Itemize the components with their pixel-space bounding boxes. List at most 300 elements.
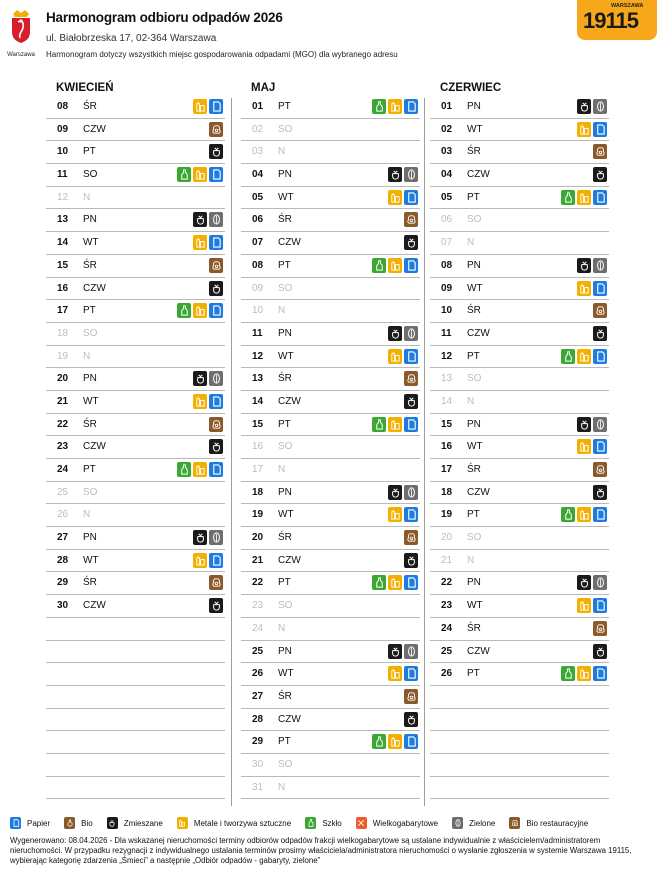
- day-number: 19: [252, 509, 264, 521]
- day-number: 08: [57, 101, 69, 112]
- weekday-label: PN: [467, 577, 481, 589]
- szklo-icon: [561, 349, 575, 364]
- legend-label: Bio restauracyjne: [526, 818, 589, 828]
- weekday-label: SO: [467, 214, 482, 226]
- day-row: [46, 255, 225, 278]
- legend-item: [64, 817, 93, 829]
- weekday-label: N: [467, 237, 475, 249]
- day-number: 16: [57, 282, 69, 294]
- papier-icon: [404, 734, 418, 749]
- metale-icon: [388, 734, 402, 749]
- waste-icons: [372, 99, 418, 114]
- papier-icon: [593, 598, 607, 613]
- weekday-label: CZW: [83, 282, 106, 294]
- waste-icons: [388, 666, 418, 681]
- day-row: [46, 595, 225, 618]
- day-number: 20: [57, 373, 69, 385]
- weekday-label: PN: [278, 327, 292, 339]
- weekday-label: CZW: [83, 123, 106, 135]
- day-number: 04: [441, 169, 453, 181]
- waste-icons: [404, 212, 418, 227]
- day-row: [430, 141, 609, 164]
- metale-icon: [577, 281, 591, 296]
- waste-icons: [193, 394, 223, 409]
- metale-icon: [193, 303, 207, 318]
- waste-icons: [593, 644, 607, 659]
- zmieszane-icon: [193, 530, 207, 545]
- weekday-label: PN: [278, 645, 292, 657]
- weekday-label: ŚR: [467, 146, 481, 158]
- month-column: [46, 80, 225, 799]
- zmieszane-icon: [404, 394, 418, 409]
- biorest-icon: [404, 689, 418, 704]
- weekday-label: SO: [278, 758, 293, 770]
- day-number: 22: [57, 418, 69, 430]
- weekday-label: PT: [278, 577, 291, 589]
- weekday-label: SO: [278, 441, 293, 453]
- day-number: 18: [441, 486, 453, 498]
- waste-icons: [209, 122, 223, 137]
- wielko-icon: [356, 817, 367, 829]
- papier-icon: [209, 394, 223, 409]
- waste-icons: [193, 235, 223, 250]
- day-number: 15: [441, 418, 453, 430]
- day-row: [46, 527, 225, 550]
- zielone-icon: [593, 417, 607, 432]
- day-number: 25: [441, 645, 453, 657]
- metale-icon: [577, 122, 591, 137]
- zielone-icon: [593, 575, 607, 590]
- zmieszane-icon: [577, 417, 591, 432]
- papier-icon: [404, 190, 418, 205]
- legend-item: [509, 817, 588, 829]
- day-number: 01: [441, 101, 453, 112]
- day-row: [241, 595, 420, 618]
- papier-icon: [209, 462, 223, 477]
- day-number: 24: [441, 622, 453, 634]
- waste-icons: [177, 462, 223, 477]
- month-column: [241, 80, 420, 799]
- metale-icon: [388, 575, 402, 590]
- day-number: 10: [252, 305, 264, 317]
- legend-item: [452, 817, 495, 829]
- zmieszane-icon: [577, 575, 591, 590]
- day-row: [430, 187, 609, 210]
- day-number: 03: [441, 146, 453, 158]
- weekday-label: SO: [83, 327, 98, 339]
- day-number: 01: [252, 101, 264, 112]
- badge-19115: [577, 0, 657, 40]
- waste-icons: [577, 439, 607, 454]
- weekday-label: WT: [467, 441, 483, 453]
- day-number: 27: [252, 690, 264, 702]
- footer-line-2: nieruchomości. W przypadku rezygnacji z indywidualnego ustalania terminów prosimy właściciela/administratora nieruchomości o wysłanie zgłoszenia w systemie Warszawa 19115,: [10, 846, 632, 855]
- month-title: MAJ: [251, 82, 276, 94]
- day-row: [46, 300, 225, 323]
- day-row: [241, 527, 420, 550]
- weekday-label: N: [278, 305, 286, 317]
- szklo-icon: [561, 190, 575, 205]
- page-title: Harmonogram odbioru odpadów 2026: [46, 10, 283, 25]
- legend-item: [356, 817, 438, 829]
- waste-icons: [593, 303, 607, 318]
- day-number: 06: [252, 214, 264, 226]
- zielone-icon: [209, 212, 223, 227]
- metale-icon: [177, 817, 188, 829]
- metale-icon: [193, 167, 207, 182]
- zmieszane-icon: [209, 144, 223, 159]
- day-number: 14: [441, 395, 453, 407]
- waste-icons: [593, 462, 607, 477]
- waste-icons: [388, 190, 418, 205]
- day-row: [46, 572, 225, 595]
- day-number: 14: [57, 237, 69, 249]
- weekday-label: PN: [83, 373, 97, 385]
- day-row: [430, 618, 609, 641]
- metale-icon: [388, 258, 402, 273]
- day-row: [241, 414, 420, 437]
- szklo-icon: [177, 462, 191, 477]
- day-row: [241, 391, 420, 414]
- papier-icon: [593, 439, 607, 454]
- weekday-label: CZW: [278, 237, 301, 249]
- legend-label: Zielone: [469, 818, 496, 828]
- day-number: 21: [252, 554, 264, 566]
- weekday-label: N: [83, 191, 91, 203]
- biorest-icon: [404, 371, 418, 386]
- day-row: [430, 504, 609, 527]
- waste-icons: [404, 689, 418, 704]
- day-number: 08: [252, 259, 264, 271]
- day-row: [430, 391, 609, 414]
- waste-icons: [388, 167, 418, 182]
- day-number: 14: [252, 395, 264, 407]
- zmieszane-icon: [593, 485, 607, 500]
- day-number: 26: [252, 668, 264, 680]
- waste-icons: [388, 485, 418, 500]
- zmieszane-icon: [577, 99, 591, 114]
- day-number: 29: [57, 577, 69, 589]
- waste-icons: [193, 99, 223, 114]
- waste-icons: [577, 417, 607, 432]
- day-row: [46, 232, 225, 255]
- day-number: 13: [57, 214, 69, 226]
- weekday-label: PT: [83, 146, 96, 158]
- zmieszane-icon: [404, 712, 418, 727]
- waste-icons: [577, 575, 607, 590]
- day-number: 23: [252, 600, 264, 612]
- day-row: [46, 164, 225, 187]
- day-number: 11: [252, 327, 263, 339]
- day-number: 27: [57, 532, 69, 544]
- day-row: [430, 641, 609, 664]
- day-row: [241, 209, 420, 232]
- biorest-icon: [209, 575, 223, 590]
- day-number: 22: [252, 577, 264, 589]
- weekday-label: ŚR: [467, 305, 481, 317]
- waste-icons: [372, 258, 418, 273]
- waste-icons: [209, 144, 223, 159]
- day-number: 05: [441, 191, 453, 203]
- day-number: 19: [441, 509, 453, 521]
- zielone-icon: [209, 530, 223, 545]
- weekday-label: N: [278, 622, 286, 634]
- day-number: 10: [57, 146, 69, 158]
- day-row: [46, 391, 225, 414]
- day-row: [46, 278, 225, 301]
- metale-icon: [193, 462, 207, 477]
- weekday-label: ŚR: [467, 622, 481, 634]
- biorest-icon: [209, 417, 223, 432]
- day-row: [430, 119, 609, 142]
- legend: [10, 814, 655, 832]
- weekday-label: CZW: [83, 441, 106, 453]
- day-number: 23: [441, 600, 453, 612]
- weekday-label: PT: [83, 464, 96, 475]
- weekday-label: PN: [467, 418, 481, 430]
- day-row: [430, 232, 609, 255]
- weekday-label: SO: [278, 600, 293, 612]
- waste-icons: [209, 439, 223, 454]
- waste-icons: [577, 281, 607, 296]
- waste-icons: [209, 258, 223, 273]
- day-row: [241, 731, 420, 754]
- day-number: 11: [441, 327, 452, 339]
- waste-icons: [593, 621, 607, 636]
- zmieszane-icon: [388, 644, 402, 659]
- weekday-label: PN: [278, 486, 292, 498]
- day-number: 08: [441, 259, 453, 271]
- day-number: 21: [441, 554, 453, 566]
- szklo-icon: [561, 507, 575, 522]
- weekday-label: ŚR: [278, 532, 292, 544]
- metale-icon: [577, 598, 591, 613]
- day-number: 20: [441, 532, 453, 544]
- zmieszane-icon: [193, 371, 207, 386]
- badge-number: 19115: [583, 8, 638, 33]
- papier-icon: [209, 167, 223, 182]
- waste-icons: [561, 349, 607, 364]
- weekday-label: N: [467, 554, 475, 566]
- waste-icons: [177, 303, 223, 318]
- waste-icons: [577, 99, 607, 114]
- waste-icons: [404, 235, 418, 250]
- weekday-label: PN: [467, 259, 481, 271]
- day-row: [241, 663, 420, 686]
- footer-line-1: Wygenerowano: 08.04.2026 - Dla wskazanej nieruchomości terminy odbiorów odpadów frakcji wielkogabarytowe są ustalane indywidualnie z właścicielem/administratorem: [10, 836, 601, 845]
- weekday-label: PN: [83, 532, 97, 544]
- day-number: 10: [441, 305, 453, 317]
- day-number: 30: [57, 600, 69, 612]
- metale-icon: [577, 507, 591, 522]
- day-number: 05: [252, 191, 264, 203]
- legend-item: [10, 817, 50, 829]
- weekday-label: PT: [467, 350, 480, 362]
- zmieszane-icon: [388, 326, 402, 341]
- weekday-label: CZW: [278, 713, 301, 725]
- weekday-label: WT: [278, 509, 294, 521]
- day-row: [46, 731, 225, 754]
- day-row: [430, 209, 609, 232]
- papier-icon: [404, 99, 418, 114]
- day-row: [46, 686, 225, 709]
- metale-icon: [193, 553, 207, 568]
- waste-icons: [388, 349, 418, 364]
- biorest-icon: [209, 258, 223, 273]
- weekday-label: WT: [83, 237, 99, 249]
- waste-icons: [209, 281, 223, 296]
- day-row: [241, 187, 420, 210]
- day-row: [46, 436, 225, 459]
- weekday-label: SO: [83, 169, 98, 181]
- zmieszane-icon: [107, 817, 118, 829]
- footer-line-3: wybierając kategorię zdarzenia „Śmieci” a następnie „Odbiór odpadów - gabaryty, zielone”: [10, 856, 321, 865]
- day-row: [46, 504, 225, 527]
- weekday-label: CZW: [467, 645, 490, 657]
- metale-icon: [388, 666, 402, 681]
- day-number: 07: [441, 237, 453, 249]
- metale-icon: [388, 507, 402, 522]
- day-row: [241, 368, 420, 391]
- weekday-label: N: [83, 509, 91, 521]
- day-row: [430, 96, 609, 119]
- papier-icon: [404, 258, 418, 273]
- waste-icons: [577, 122, 607, 137]
- month-title: CZERWIEC: [440, 82, 502, 94]
- day-row: [46, 119, 225, 142]
- weekday-label: CZW: [467, 327, 490, 339]
- papier-icon: [209, 99, 223, 114]
- day-number: 04: [252, 169, 264, 181]
- waste-icons: [388, 644, 418, 659]
- zmieszane-icon: [404, 235, 418, 250]
- zmieszane-icon: [593, 326, 607, 341]
- weekday-label: ŚR: [467, 464, 481, 475]
- day-number: 28: [57, 554, 69, 566]
- papier-icon: [209, 235, 223, 250]
- day-number: 17: [57, 305, 69, 317]
- weekday-label: WT: [467, 600, 483, 612]
- day-row: [241, 777, 420, 800]
- month-title: KWIECIEŃ: [56, 82, 114, 94]
- day-number: 29: [252, 736, 264, 748]
- szklo-icon: [372, 99, 386, 114]
- bio-icon: [64, 817, 75, 829]
- waste-icons: [561, 666, 607, 681]
- day-row: [430, 346, 609, 369]
- weekday-label: PT: [467, 191, 480, 203]
- day-row: [241, 232, 420, 255]
- biorest-icon: [509, 817, 520, 829]
- weekday-label: N: [83, 350, 91, 362]
- waste-icons: [388, 507, 418, 522]
- weekday-label: SO: [467, 532, 482, 544]
- day-row: [241, 300, 420, 323]
- day-row: [430, 527, 609, 550]
- day-row: [46, 346, 225, 369]
- weekday-label: PT: [278, 259, 291, 271]
- day-row: [46, 754, 225, 777]
- metale-icon: [577, 190, 591, 205]
- day-row: [430, 663, 609, 686]
- day-row: [46, 96, 225, 119]
- papier-icon: [10, 817, 21, 829]
- waste-icons: [193, 371, 223, 386]
- day-row: [46, 618, 225, 641]
- weekday-label: WT: [83, 395, 99, 407]
- day-number: 24: [252, 622, 264, 634]
- day-row: [241, 346, 420, 369]
- waste-icons: [404, 530, 418, 545]
- zmieszane-icon: [193, 212, 207, 227]
- metale-icon: [388, 99, 402, 114]
- weekday-label: WT: [278, 668, 294, 680]
- day-row: [430, 777, 609, 800]
- day-row: [430, 368, 609, 391]
- day-row: [46, 663, 225, 686]
- day-number: 02: [252, 123, 264, 135]
- month-column: [430, 80, 609, 799]
- waste-icons: [593, 167, 607, 182]
- papier-icon: [593, 122, 607, 137]
- day-number: 07: [252, 237, 264, 249]
- zielone-icon: [593, 258, 607, 273]
- weekday-label: N: [278, 464, 286, 475]
- weekday-label: ŚR: [83, 418, 97, 430]
- day-row: [430, 436, 609, 459]
- column-divider: [424, 98, 425, 806]
- zmieszane-icon: [388, 485, 402, 500]
- day-row: [46, 141, 225, 164]
- szklo-icon: [372, 417, 386, 432]
- day-number: 13: [252, 373, 264, 385]
- day-number: 03: [252, 146, 264, 158]
- day-number: 25: [57, 486, 69, 498]
- day-number: 17: [441, 464, 453, 475]
- zielone-icon: [593, 99, 607, 114]
- zielone-icon: [404, 644, 418, 659]
- legend-item: [305, 817, 342, 829]
- weekday-label: PT: [83, 305, 96, 317]
- day-number: 09: [441, 282, 453, 294]
- badge-city: WARSZAWA: [611, 3, 644, 9]
- waste-icons: [593, 326, 607, 341]
- papier-icon: [404, 666, 418, 681]
- zielone-icon: [404, 326, 418, 341]
- waste-icons: [404, 394, 418, 409]
- day-number: 26: [57, 509, 69, 521]
- day-number: 02: [441, 123, 453, 135]
- day-number: 09: [57, 123, 69, 135]
- zmieszane-icon: [209, 598, 223, 613]
- weekday-label: ŚR: [278, 214, 292, 226]
- day-number: 18: [57, 327, 69, 339]
- papier-icon: [209, 553, 223, 568]
- zielone-icon: [404, 485, 418, 500]
- day-row: [241, 119, 420, 142]
- weekday-label: N: [278, 146, 286, 158]
- papier-icon: [593, 190, 607, 205]
- waste-icons: [404, 553, 418, 568]
- waste-icons: [193, 530, 223, 545]
- legend-label: Metale i tworzywa sztuczne: [193, 818, 292, 828]
- day-number: 15: [57, 259, 69, 271]
- day-number: 12: [57, 191, 69, 203]
- waste-icons: [561, 190, 607, 205]
- day-number: 06: [441, 214, 453, 226]
- day-row: [430, 754, 609, 777]
- day-number: 26: [441, 668, 453, 680]
